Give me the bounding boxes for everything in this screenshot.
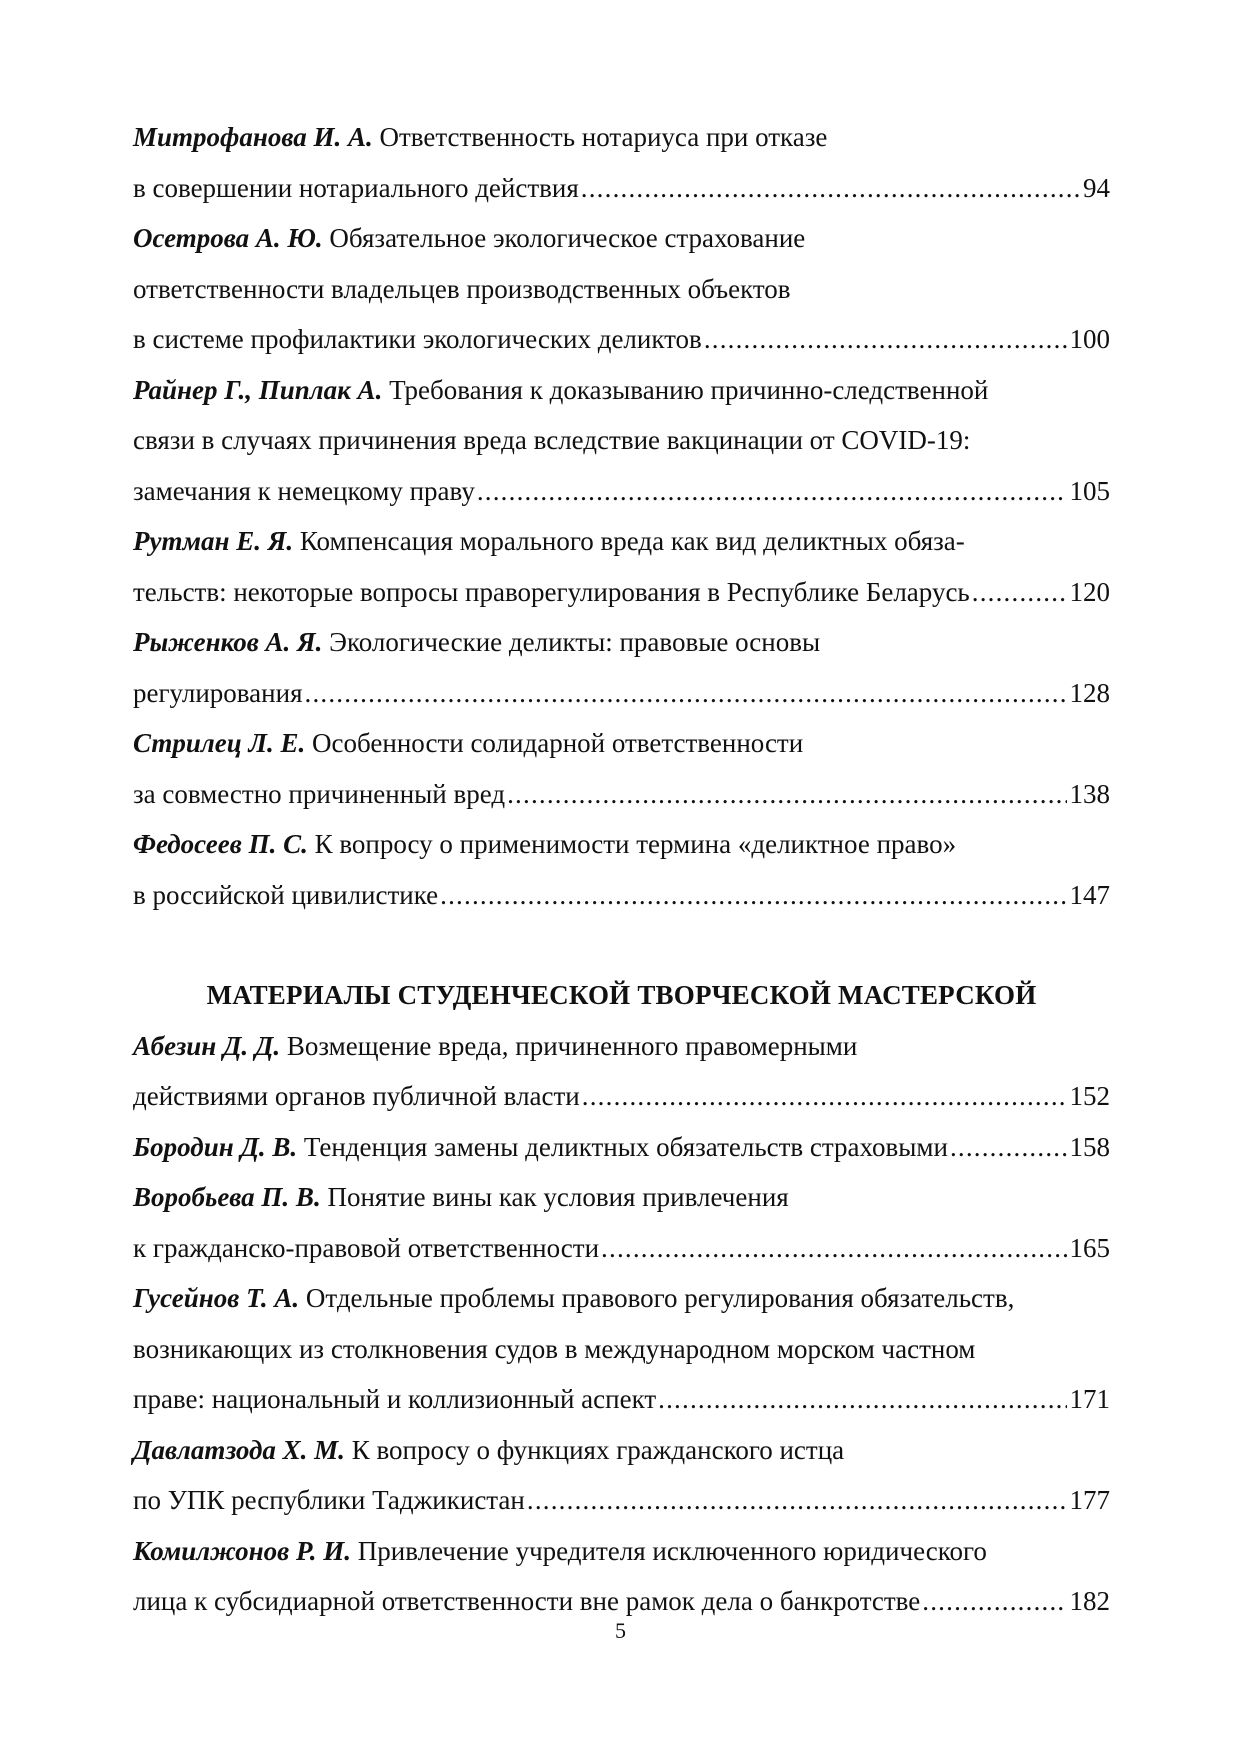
- page-number: 5: [615, 1618, 626, 1643]
- toc-section-articles: [133, 112, 1110, 920]
- toc-entry-title: Понятие вины как условия привлечения: [327, 1182, 789, 1212]
- toc-entry-text: [133, 728, 803, 758]
- toc-entry-text: [133, 1182, 789, 1212]
- toc-dot-leader: [507, 769, 1066, 820]
- toc-entry-author: Рутман Е. Я.: [133, 526, 294, 556]
- toc-entry-text: [133, 769, 505, 820]
- toc-entry: [133, 1425, 1110, 1526]
- toc-entry-page-number: 165: [1069, 1232, 1110, 1263]
- toc-entry: [133, 365, 1110, 517]
- toc-entry-text: [133, 223, 805, 253]
- toc-entry-text: [133, 274, 791, 304]
- toc-entry-line: [133, 1273, 1110, 1324]
- toc-entry-text: [133, 567, 970, 618]
- toc-entry-line: [133, 870, 1110, 921]
- toc-entry-text: [133, 526, 965, 556]
- toc-entry-title: Привлечение учредителя исключенного юридического: [357, 1535, 987, 1566]
- toc-entry-page-number: 152: [1069, 1081, 1110, 1111]
- toc-entry-title: ответственности владельцев производственных объектов: [133, 273, 791, 304]
- toc-entry-author: Федосеев П. С.: [133, 829, 308, 859]
- toc-entry-title: в российской цивилистике: [133, 879, 439, 910]
- toc-entry-author: Осетрова А. Ю.: [133, 223, 323, 253]
- toc-entry-author: Райнер Г., Пиплак А.: [133, 374, 383, 405]
- toc-entry-line: [133, 819, 1110, 870]
- toc-entry-line: [133, 1526, 1110, 1577]
- toc-entry-line: [133, 668, 1110, 719]
- toc-entry-title: действиями органов публичной власти: [133, 1081, 580, 1111]
- toc-entry: [133, 617, 1110, 718]
- toc-entry-title: в совершении нотариального действия: [133, 172, 579, 203]
- toc-entry: [133, 112, 1110, 213]
- toc-entry-page-number: 158: [1069, 1131, 1110, 1162]
- toc-entry-title: Особенности солидарной ответственности: [312, 728, 804, 758]
- toc-entry: [133, 819, 1110, 920]
- toc-dot-leader: [440, 870, 1066, 921]
- toc-entry-line: [133, 1021, 1110, 1072]
- toc-entry-line: [133, 1172, 1110, 1223]
- toc-entry-text: [133, 122, 827, 152]
- toc-entry-title: замечания к немецкому праву: [133, 475, 475, 506]
- toc-entry-title: в системе профилактики экологических деликтов: [133, 324, 702, 354]
- toc-dot-leader: [527, 1475, 1067, 1526]
- toc-entry-text: [133, 425, 970, 455]
- toc-entry-title: тельств: некоторые вопросы праворегулирования в Республике Беларусь: [133, 576, 970, 607]
- toc-entry-line: [133, 617, 1110, 668]
- toc-entry-title: Ответственность нотариуса при отказе: [379, 122, 828, 152]
- toc-dot-leader: [704, 314, 1067, 365]
- toc-entry-author: Бородин Д. В.: [133, 1131, 298, 1162]
- toc-entry-text: [133, 1475, 525, 1526]
- toc-entry-text: [133, 314, 702, 365]
- toc-entry-author: Гусейнов Т. А.: [133, 1283, 300, 1313]
- toc-dot-leader: [581, 163, 1080, 214]
- toc-entry-text: [133, 163, 579, 214]
- toc-entry-author: Рыженков А. Я.: [133, 627, 323, 657]
- toc-entry-text: [133, 870, 438, 921]
- toc-entry-text: [133, 466, 475, 517]
- toc-entry-text: [133, 1031, 857, 1061]
- toc-entry-line: [133, 415, 1110, 466]
- toc-entry-line: [133, 1475, 1110, 1526]
- toc-entry-title: Отдельные проблемы правового регулирования обязательств,: [305, 1283, 1015, 1313]
- toc-entry-page-number: 128: [1069, 677, 1110, 708]
- toc-entry-line: [133, 466, 1110, 517]
- toc-entry-title: регулирования: [133, 677, 303, 708]
- toc-section-student-materials: [133, 1021, 1110, 1627]
- toc-entry-title: Требования к доказыванию причинно-следственной: [389, 374, 989, 405]
- toc-entry-text: [133, 375, 988, 405]
- toc-dot-leader: [582, 1071, 1067, 1122]
- toc-entry-author: Стрилец Л. Е.: [133, 728, 306, 758]
- toc-entry-title: лица к субсидиарной ответственности вне рамок дела о банкротстве: [133, 1586, 921, 1616]
- toc-entry-author: Митрофанова И. А.: [133, 122, 373, 152]
- toc-entry-text: [133, 1283, 1014, 1313]
- toc-entry-text: [133, 829, 956, 859]
- toc-entry-author: Комилжонов Р. И.: [133, 1535, 352, 1566]
- toc-entry-page-number: 171: [1069, 1384, 1110, 1414]
- toc-dot-leader: [658, 1374, 1066, 1425]
- toc-entry-line: [133, 769, 1110, 820]
- toc-entry-line: [133, 163, 1110, 214]
- toc-entry-text: [133, 1435, 844, 1465]
- toc-entry-title: к гражданско-правовой ответственности: [133, 1232, 600, 1263]
- toc-entry-author: Давлатзода Х. М.: [133, 1434, 345, 1465]
- toc-entry-line: [133, 1223, 1110, 1274]
- toc-entry: [133, 1273, 1110, 1425]
- toc-entry-line: [133, 213, 1110, 264]
- toc-entry-title: по УПК республики Таджикистан: [133, 1485, 525, 1515]
- toc-entry-line: [133, 1374, 1110, 1425]
- toc-entry-page-number: 94: [1083, 172, 1110, 203]
- toc-entry-line: [133, 1324, 1110, 1375]
- toc-entry-line: [133, 264, 1110, 315]
- toc-entry-text: [133, 1536, 987, 1566]
- table-of-contents: [133, 0, 1110, 1627]
- toc-entry-page-number: 120: [1069, 576, 1110, 607]
- toc-entry: [133, 213, 1110, 365]
- toc-entry-author: Воробьева П. В.: [133, 1182, 321, 1212]
- toc-entry-line: [133, 1122, 1110, 1173]
- toc-entry-text: [133, 627, 820, 657]
- toc-entry-line: [133, 112, 1110, 163]
- toc-entry-title: Обязательное экологическое страхование: [329, 223, 806, 253]
- toc-entry-title: за совместно причиненный вред: [133, 778, 506, 809]
- toc-entry-title: Компенсация морального вреда как вид деликтных обяза-: [299, 526, 965, 556]
- toc-entry-title: Экологические деликты: правовые основы: [329, 627, 821, 657]
- toc-entry-line: [133, 567, 1110, 618]
- toc-entry-title: Возмещение вреда, причиненного правомерными: [286, 1030, 858, 1061]
- toc-dot-leader: [972, 567, 1067, 618]
- toc-dot-leader: [305, 668, 1067, 719]
- toc-entry: [133, 1122, 1110, 1173]
- toc-entry-line: [133, 314, 1110, 365]
- toc-dot-leader: [477, 466, 1067, 517]
- toc-entry-page-number: 147: [1069, 879, 1110, 910]
- toc-entry-text: [133, 1374, 656, 1425]
- toc-entry-page-number: 105: [1069, 475, 1110, 506]
- toc-entry: [133, 1526, 1110, 1627]
- section-heading: МАТЕРИАЛЫ СТУДЕНЧЕСКОЙ ТВОРЧЕСКОЙ МАСТЕРСКОЙ: [206, 980, 1037, 1010]
- toc-dot-leader: [601, 1223, 1066, 1274]
- toc-entry-page-number: 177: [1069, 1485, 1110, 1515]
- toc-entry-line: [133, 1425, 1110, 1476]
- toc-entry-text: [133, 1334, 975, 1364]
- toc-entry-line: [133, 1071, 1110, 1122]
- toc-entry-title: возникающих из столкновения судов в международном морском частном: [133, 1333, 976, 1364]
- toc-entry: [133, 516, 1110, 617]
- toc-entry-page-number: 182: [1069, 1586, 1110, 1616]
- toc-entry-title: связи в случаях причинения вреда вследствие вакцинации от COVID-19:: [133, 425, 971, 455]
- toc-entry-line: [133, 516, 1110, 567]
- toc-entry-page-number: 138: [1069, 778, 1110, 809]
- toc-entry-page-number: 100: [1069, 324, 1110, 354]
- toc-entry-text: [133, 1071, 580, 1122]
- toc-entry-text: [133, 1122, 948, 1173]
- toc-entry-text: [133, 668, 303, 719]
- toc-entry: [133, 1172, 1110, 1273]
- toc-entry-title: К вопросу о функциях гражданского истца: [351, 1434, 845, 1465]
- toc-entry-line: [133, 718, 1110, 769]
- toc-entry-title: праве: национальный и коллизионный аспект: [133, 1384, 657, 1414]
- toc-entry-title: К вопросу о применимости термина «деликтное право»: [314, 829, 957, 859]
- toc-entry-title: Тенденция замены деликтных обязательств страховыми: [303, 1131, 948, 1162]
- toc-dot-leader: [950, 1122, 1067, 1173]
- toc-entry-author: Абезин Д. Д.: [133, 1030, 281, 1061]
- toc-entry: [133, 1021, 1110, 1122]
- toc-entry: [133, 718, 1110, 819]
- toc-entry-text: [133, 1223, 599, 1274]
- toc-entry-line: [133, 365, 1110, 416]
